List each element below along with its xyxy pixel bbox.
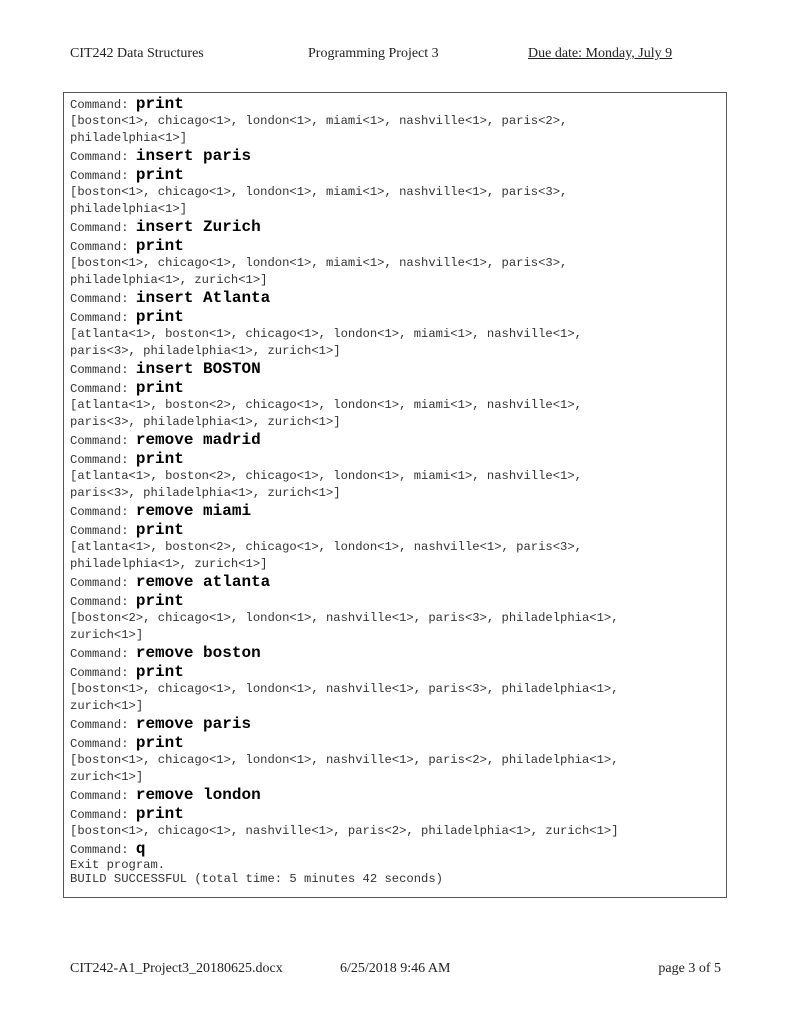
command-output: [boston<1>, chicago<1>, london<1>, miami<1>, nashville<1>, paris<3>, philadelphia<1>, zurich<1>] xyxy=(70,256,568,287)
command-input: insert Zurich xyxy=(135,218,261,236)
document-filename: CIT242-A1_Project3_20180625.docx xyxy=(70,961,283,976)
command-line xyxy=(70,289,720,308)
document-timestamp: 6/25/2018 9:46 AM xyxy=(340,961,451,976)
command-prompt: Command: xyxy=(70,737,129,751)
command-prompt: Command: xyxy=(70,292,129,306)
command-line xyxy=(70,502,720,521)
command-line xyxy=(70,166,720,185)
command-input: remove atlanta xyxy=(135,573,271,591)
command-prompt: Command: xyxy=(70,647,129,661)
exit-message: Exit program. xyxy=(70,858,166,872)
command-prompt: Command: xyxy=(70,240,129,254)
command-input: print xyxy=(135,734,184,752)
command-line xyxy=(70,218,720,237)
command-input: insert BOSTON xyxy=(135,360,261,378)
command-line xyxy=(70,237,720,256)
command-prompt: Command: xyxy=(70,98,129,112)
page-number: page 3 of 5 xyxy=(658,961,721,976)
command-input: print xyxy=(135,308,184,326)
command-input: remove miami xyxy=(135,502,252,520)
command-input: print xyxy=(135,663,184,681)
command-prompt: Command: xyxy=(70,505,129,519)
console-output-box xyxy=(63,92,727,898)
command-prompt: Command: xyxy=(70,434,129,448)
command-prompt: Command: xyxy=(70,576,129,590)
page-footer xyxy=(0,961,791,981)
command-line xyxy=(70,379,720,398)
command-input: insert paris xyxy=(135,147,252,165)
command-line xyxy=(70,663,720,682)
command-line xyxy=(70,573,720,592)
command-input: print xyxy=(135,379,184,397)
command-output: [atlanta<1>, boston<2>, chicago<1>, london<1>, nashville<1>, paris<3>, philadelphia<1>, zurich<1>] xyxy=(70,540,582,571)
command-input: q xyxy=(135,840,146,858)
command-output: [boston<1>, chicago<1>, london<1>, nashville<1>, paris<3>, philadelphia<1>, zurich<1>] xyxy=(70,682,619,713)
command-line xyxy=(70,431,720,450)
command-prompt: Command: xyxy=(70,169,129,183)
command-line xyxy=(70,805,720,824)
command-prompt: Command: xyxy=(70,453,129,467)
command-input: remove paris xyxy=(135,715,252,733)
project-title: Programming Project 3 xyxy=(308,46,439,61)
command-line xyxy=(70,147,720,166)
page-header xyxy=(0,46,791,66)
command-prompt: Command: xyxy=(70,382,129,396)
command-output: [atlanta<1>, boston<2>, chicago<1>, london<1>, miami<1>, nashville<1>, paris<3>, philadelphia<1>, zurich<1>] xyxy=(70,398,582,429)
command-input: print xyxy=(135,592,184,610)
command-prompt: Command: xyxy=(70,363,129,377)
command-input: print xyxy=(135,166,184,184)
command-prompt: Command: xyxy=(70,718,129,732)
command-input: print xyxy=(135,237,184,255)
command-line xyxy=(70,521,720,540)
command-output: [boston<1>, chicago<1>, london<1>, miami<1>, nashville<1>, paris<2>, philadelphia<1>] xyxy=(70,114,568,145)
command-output: [atlanta<1>, boston<2>, chicago<1>, london<1>, miami<1>, nashville<1>, paris<3>, philadelphia<1>, zurich<1>] xyxy=(70,469,582,500)
command-prompt: Command: xyxy=(70,595,129,609)
command-line xyxy=(70,95,720,114)
command-output: [boston<1>, chicago<1>, london<1>, nashville<1>, paris<2>, philadelphia<1>, zurich<1>] xyxy=(70,753,619,784)
command-output: [atlanta<1>, boston<1>, chicago<1>, london<1>, miami<1>, nashville<1>, paris<3>, philadelphia<1>, zurich<1>] xyxy=(70,327,582,358)
command-prompt: Command: xyxy=(70,843,129,857)
command-input: remove boston xyxy=(135,644,261,662)
command-input: remove london xyxy=(135,786,261,804)
command-prompt: Command: xyxy=(70,221,129,235)
command-input: print xyxy=(135,450,184,468)
command-prompt: Command: xyxy=(70,311,129,325)
command-line xyxy=(70,450,720,469)
command-line xyxy=(70,786,720,805)
command-prompt: Command: xyxy=(70,524,129,538)
build-message: BUILD SUCCESSFUL (total time: 5 minutes 42 seconds) xyxy=(70,872,443,886)
due-date: Due date: Monday, July 9 xyxy=(528,46,673,61)
command-input: print xyxy=(135,521,184,539)
command-line xyxy=(70,308,720,327)
command-line xyxy=(70,734,720,753)
command-prompt: Command: xyxy=(70,808,129,822)
command-line xyxy=(70,644,720,663)
command-line xyxy=(70,840,720,859)
command-output: [boston<2>, chicago<1>, london<1>, nashville<1>, paris<3>, philadelphia<1>, zurich<1>] xyxy=(70,611,619,642)
command-output: [boston<1>, chicago<1>, london<1>, miami<1>, nashville<1>, paris<3>, philadelphia<1>] xyxy=(70,185,568,216)
command-prompt: Command: xyxy=(70,789,129,803)
command-prompt: Command: xyxy=(70,150,129,164)
command-line xyxy=(70,715,720,734)
command-input: remove madrid xyxy=(135,431,261,449)
command-prompt: Command: xyxy=(70,666,129,680)
command-line xyxy=(70,360,720,379)
command-input: print xyxy=(135,805,184,823)
course-title: CIT242 Data Structures xyxy=(70,46,204,61)
command-input: insert Atlanta xyxy=(135,289,271,307)
command-output: [boston<1>, chicago<1>, nashville<1>, paris<2>, philadelphia<1>, zurich<1>] xyxy=(70,824,619,838)
command-line xyxy=(70,592,720,611)
command-input: print xyxy=(135,95,184,113)
